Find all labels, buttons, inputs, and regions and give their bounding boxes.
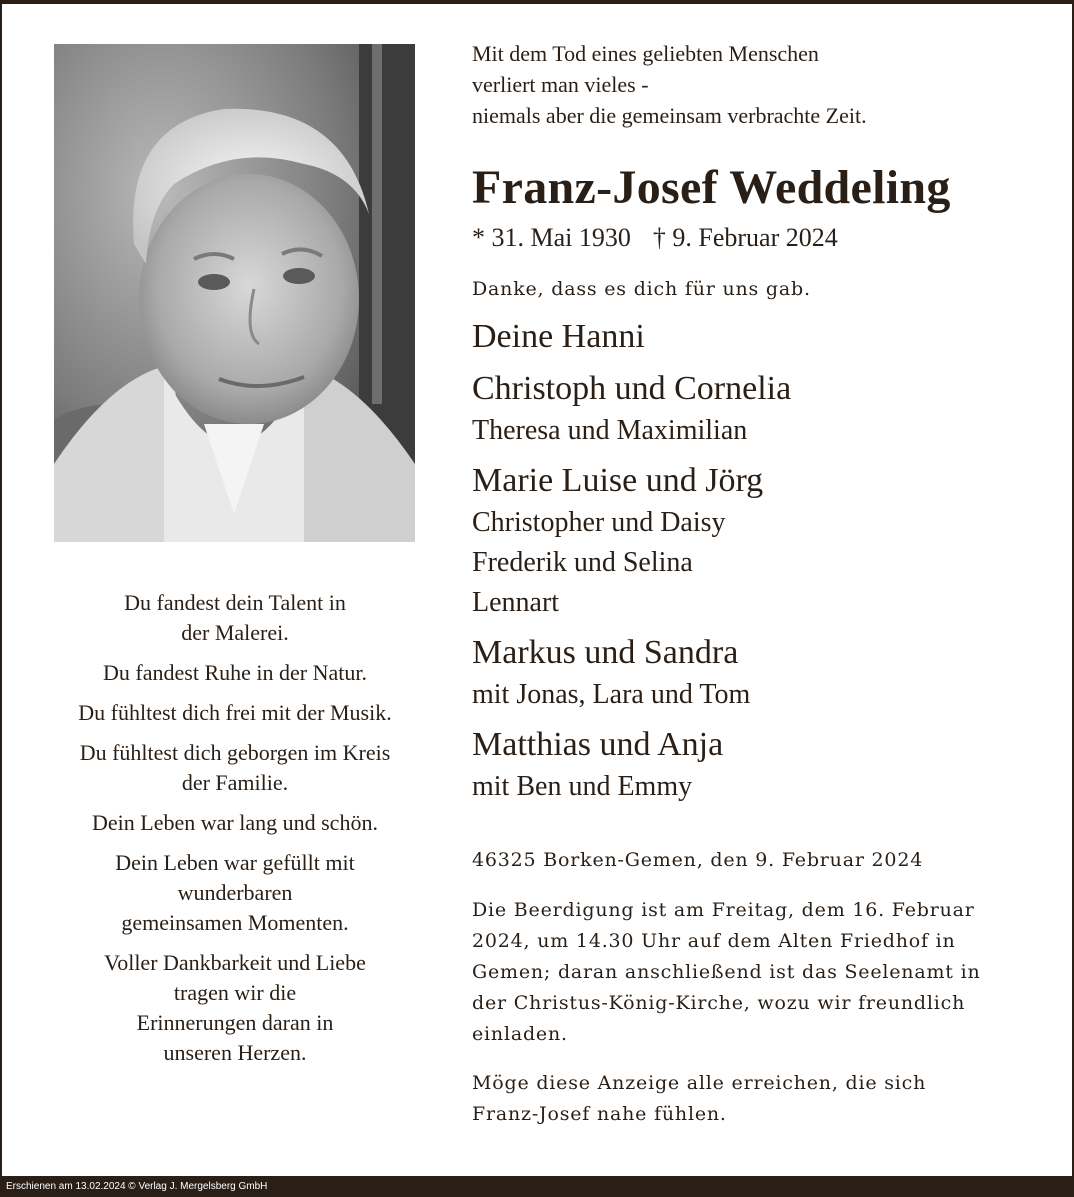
poem-line: gemeinsamen Momenten. — [121, 910, 349, 935]
mourner-family-sub: Christopher und Daisy — [472, 507, 726, 538]
poem-line: Du fühltest dich geborgen im Kreis — [79, 740, 391, 765]
closing-note — [472, 1068, 1032, 1130]
funeral-line: 2024, um 14.30 Uhr auf dem Alten Friedhof in — [472, 930, 956, 952]
portrait-photo — [54, 44, 415, 542]
mourner-family-main: Marie Luise und Jörg — [472, 462, 764, 499]
mourner-family-sub: mit Ben und Emmy — [472, 771, 693, 802]
poem-line: Du fühltest dich frei mit der Musik. — [78, 700, 392, 725]
mourner-family-main: Matthias und Anja — [472, 726, 724, 763]
poem-stanza — [42, 738, 428, 798]
poem-line: Dein Leben war lang und schön. — [92, 810, 378, 835]
main-column — [472, 38, 1032, 1130]
motto — [472, 38, 1032, 131]
mourner-family-sub: mit Jonas, Lara und Tom — [472, 679, 751, 710]
poem-line: der Malerei. — [181, 620, 289, 645]
poem-line: Voller Dankbarkeit und Liebe — [104, 950, 366, 975]
mourner-family-sub: Lennart — [472, 587, 560, 618]
poem-line: unseren Herzen. — [163, 1040, 307, 1065]
mourners-list — [472, 315, 1032, 807]
death-date: † 9. Februar 2024 — [652, 223, 838, 252]
poem-stanza — [42, 588, 428, 648]
poem-stanza — [42, 848, 428, 938]
funeral-line: Gemen; daran anschließend ist das Seelenamt in — [472, 961, 981, 983]
poem-stanza — [42, 658, 428, 688]
publication-footer: Erschienen am 13.02.2024 © Verlag J. Mergelsberg GmbH — [0, 1176, 1074, 1197]
poem-stanza — [42, 948, 428, 1068]
mourner-family-sub: Frederik und Selina — [472, 547, 693, 578]
motto-line: Mit dem Tod eines geliebten Menschen — [472, 41, 819, 66]
birth-date: * 31. Mai 1930 — [472, 223, 631, 252]
poem-line: der Familie. — [181, 770, 289, 795]
closing-line: Franz-Josef nahe fühlen. — [472, 1103, 727, 1125]
motto-line: niemals aber die gemeinsam verbrachte Zeit. — [472, 103, 867, 128]
place-date: 46325 Borken-Gemen, den 9. Februar 2024 — [472, 849, 924, 871]
mourner-family-main: Christoph und Cornelia — [472, 370, 792, 407]
funeral-line: Die Beerdigung ist am Freitag, dem 16. Februar — [472, 899, 975, 921]
poem-line: Du fandest dein Talent in — [124, 590, 346, 615]
poem — [42, 588, 428, 1078]
funeral-line: einladen. — [472, 1023, 568, 1045]
life-dates — [472, 221, 1032, 255]
mourner-spouse: Deine Hanni — [472, 318, 645, 355]
mourner-family-sub: Theresa und Maximilian — [472, 415, 748, 446]
poem-stanza — [42, 808, 428, 838]
poem-line: wunderbaren — [177, 880, 293, 905]
poem-line: Dein Leben war gefüllt mit — [115, 850, 355, 875]
funeral-info — [472, 895, 1032, 1050]
poem-line: tragen wir die — [173, 980, 297, 1005]
poem-line: Erinnerungen daran in — [136, 1010, 334, 1035]
funeral-line: der Christus-König-Kirche, wozu wir freundlich — [472, 992, 966, 1014]
motto-line: verliert man vieles - — [472, 72, 649, 97]
thanks-line: Danke, dass es dich für uns gab. — [472, 278, 811, 300]
closing-line: Möge diese Anzeige alle erreichen, die sich — [472, 1072, 927, 1094]
mourner-family-main: Markus und Sandra — [472, 634, 739, 671]
portrait-image — [54, 44, 415, 542]
poem-stanza — [42, 698, 428, 728]
poem-line: Du fandest Ruhe in der Natur. — [103, 660, 367, 685]
deceased-name: Franz-Josef Weddeling — [472, 161, 951, 214]
